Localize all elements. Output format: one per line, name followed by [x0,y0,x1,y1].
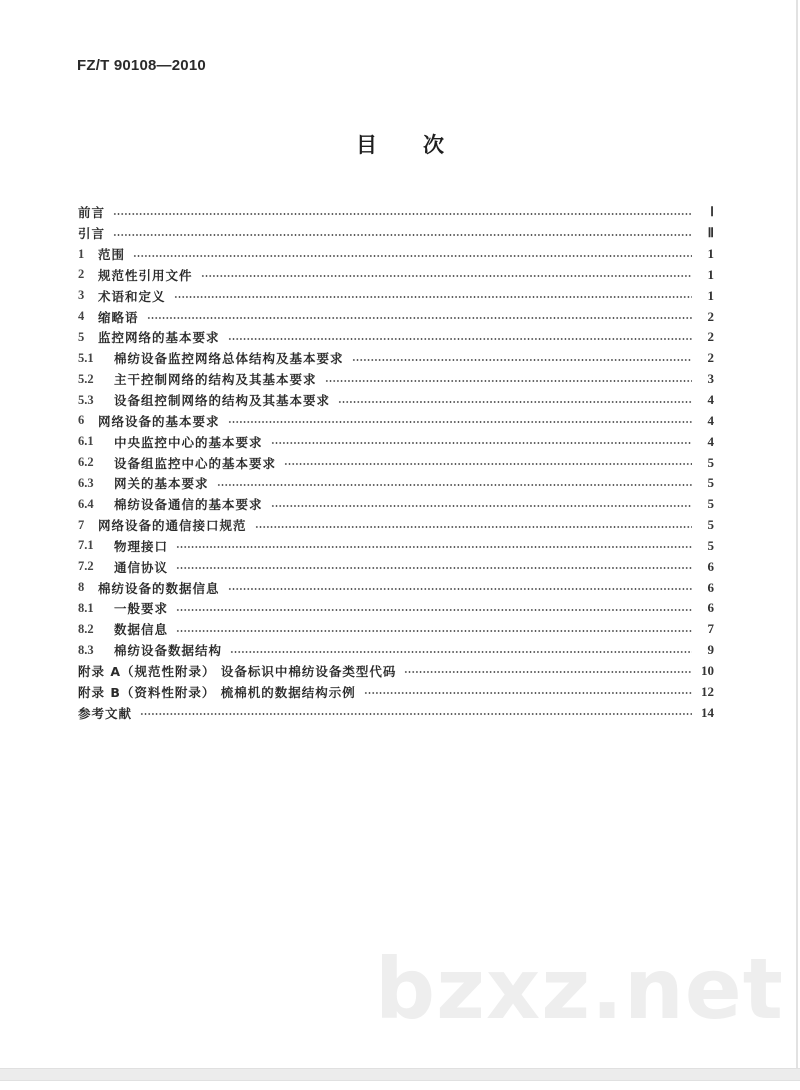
toc-entry-label: 引言 [78,226,106,242]
toc-dot-leader [230,651,692,653]
toc-entry-label: 网关的基本要求 [114,476,209,492]
toc-entry[interactable] [78,598,714,619]
toc-entry[interactable] [78,223,714,244]
toc-entry-number: 6.4 [78,496,94,511]
toc-entry[interactable] [78,494,714,515]
toc-entry-page-number: 10 [701,662,714,678]
toc-dot-leader [271,505,692,507]
toc-entry[interactable] [78,244,714,265]
toc-entry-page-number: 2 [707,308,714,324]
page-right-edge [796,0,798,1072]
toc-entry-label: 设备组控制网络的结构及其基本要求 [114,393,331,409]
toc-entry-page-number: 1 [707,266,714,282]
toc-entry-number: 2 [78,267,85,282]
toc-dot-leader [176,630,692,632]
toc-dot-leader [404,671,692,673]
toc-entry-number: 8.2 [78,621,94,636]
toc-dot-leader [352,359,692,361]
toc-entry-number: 1 [78,246,85,261]
toc-entry[interactable] [78,619,714,640]
toc-entry-label: 前言 [78,205,106,221]
toc-entry-page-number: 6 [707,558,714,574]
toc-entry[interactable] [78,348,714,369]
toc-entry-number: 5.1 [78,350,94,365]
toc-entry-label: 物理接口 [114,538,169,554]
toc-dot-leader [228,421,692,423]
toc-entry[interactable] [78,431,714,452]
toc-entry[interactable] [78,515,714,536]
toc-entry-page-number: 1 [707,246,714,262]
toc-dot-leader [364,692,692,694]
toc-entry[interactable] [78,285,714,306]
toc-entry-label: 规范性引用文件 [98,267,193,283]
toc-entry-number: 7.1 [78,538,94,553]
toc-entry[interactable] [78,202,714,223]
toc-entry-page-number: 3 [707,371,714,387]
toc-entry-page-number: 7 [707,621,714,637]
toc-entry-label: 设备组监控中心的基本要求 [114,455,277,471]
toc-entry-label: 棉纺设备通信的基本要求 [114,497,263,513]
toc-entry-page-number: 5 [707,475,714,491]
toc-entry-number: 8 [78,580,85,595]
toc-entry-page-number: 2 [707,329,714,345]
toc-dot-leader [174,296,692,298]
toc-entry-label: 网络设备的通信接口规范 [98,518,247,534]
toc-entry-page-number: 14 [701,704,714,720]
toc-entry[interactable] [78,369,714,390]
toc-entry-label: 附录 A（规范性附录） 设备标识中棉纺设备类型代码 [78,663,397,679]
toc-entry-number: 5 [78,329,85,344]
table-of-contents [78,202,714,723]
toc-entry-page-number: 6 [707,600,714,616]
toc-entry-page-number: Ⅰ [710,204,714,220]
title-char-2: 次 [423,133,444,157]
toc-entry-label: 附录 B（资料性附录） 梳棉机的数据结构示例 [78,684,356,700]
toc-entry[interactable] [78,306,714,327]
toc-entry-page-number: 4 [707,392,714,408]
toc-entry-label: 术语和定义 [98,288,166,304]
toc-entry-label: 棉纺设备监控网络总体结构及基本要求 [114,351,344,367]
toc-dot-leader [176,567,692,569]
toc-dot-leader [147,317,692,319]
toc-entry-number: 6.1 [78,434,94,449]
toc-entry[interactable] [78,556,714,577]
toc-entry-number: 4 [78,309,85,324]
toc-entry-page-number: 4 [707,433,714,449]
toc-dot-leader [284,463,692,465]
toc-entry[interactable] [78,681,714,702]
toc-entry-number: 6 [78,413,85,428]
toc-entry-page-number: 9 [707,642,714,658]
toc-dot-leader [113,213,692,215]
toc-entry-label: 一般要求 [114,601,169,617]
toc-entry-label: 监控网络的基本要求 [98,330,220,346]
toc-entry-label: 范围 [98,247,126,263]
watermark: bzxz.net [375,940,784,1038]
toc-entry-page-number: 5 [707,496,714,512]
toc-entry-number: 7 [78,517,85,532]
standard-code: FZ/T 90108—2010 [77,57,206,74]
toc-entry-label: 棉纺设备的数据信息 [98,580,220,596]
toc-entry-label: 中央监控中心的基本要求 [114,434,263,450]
toc-dot-leader [325,380,692,382]
toc-entry-number: 5.3 [78,392,94,407]
toc-entry[interactable] [78,327,714,348]
toc-entry-label: 数据信息 [114,622,169,638]
toc-entry-page-number: Ⅱ [707,225,714,241]
toc-entry-page-number: 6 [707,579,714,595]
toc-entry-page-number: 5 [707,517,714,533]
toc-entry-page-number: 4 [707,412,714,428]
toc-entry[interactable] [78,702,714,723]
toc-entry[interactable] [78,577,714,598]
toc-dot-leader [176,546,692,548]
toc-entry-number: 5.2 [78,371,94,386]
toc-entry[interactable] [78,452,714,473]
toc-entry-page-number: 5 [707,537,714,553]
toc-entry-page-number: 12 [701,683,714,699]
toc-entry-label: 缩略语 [98,309,139,325]
toc-entry-page-number: 1 [707,287,714,303]
toc-entry[interactable] [78,473,714,494]
toc-dot-leader [201,275,692,277]
page-title [0,129,800,159]
toc-dot-leader [217,484,692,486]
toc-entry-number: 8.1 [78,600,94,615]
toc-entry-number: 6.2 [78,455,94,470]
toc-dot-leader [140,713,692,715]
toc-entry[interactable] [78,640,714,661]
toc-entry-label: 参考文献 [78,705,133,721]
toc-entry[interactable] [78,661,714,682]
toc-entry-number: 7.2 [78,559,94,574]
toc-entry[interactable] [78,536,714,557]
toc-entry-number: 6.3 [78,475,94,490]
toc-entry-page-number: 2 [707,350,714,366]
toc-dot-leader [228,338,692,340]
toc-dot-leader [338,401,692,403]
toc-dot-leader [228,588,692,590]
toc-entry-number: 8.3 [78,642,94,657]
toc-entry-label: 网络设备的基本要求 [98,413,220,429]
toc-dot-leader [271,442,692,444]
toc-entry[interactable] [78,265,714,286]
toc-entry-label: 棉纺设备数据结构 [114,643,223,659]
toc-entry-label: 通信协议 [114,559,169,575]
toc-entry-number: 3 [78,288,85,303]
toc-dot-leader [113,234,692,236]
toc-entry-label: 主干控制网络的结构及其基本要求 [114,372,317,388]
toc-entry[interactable] [78,390,714,411]
page-bottom-border [0,1068,800,1081]
toc-dot-leader [133,255,692,257]
toc-dot-leader [255,526,692,528]
toc-entry-page-number: 5 [707,454,714,470]
toc-dot-leader [176,609,692,611]
title-char-1: 目 [356,133,377,157]
toc-entry[interactable] [78,410,714,431]
